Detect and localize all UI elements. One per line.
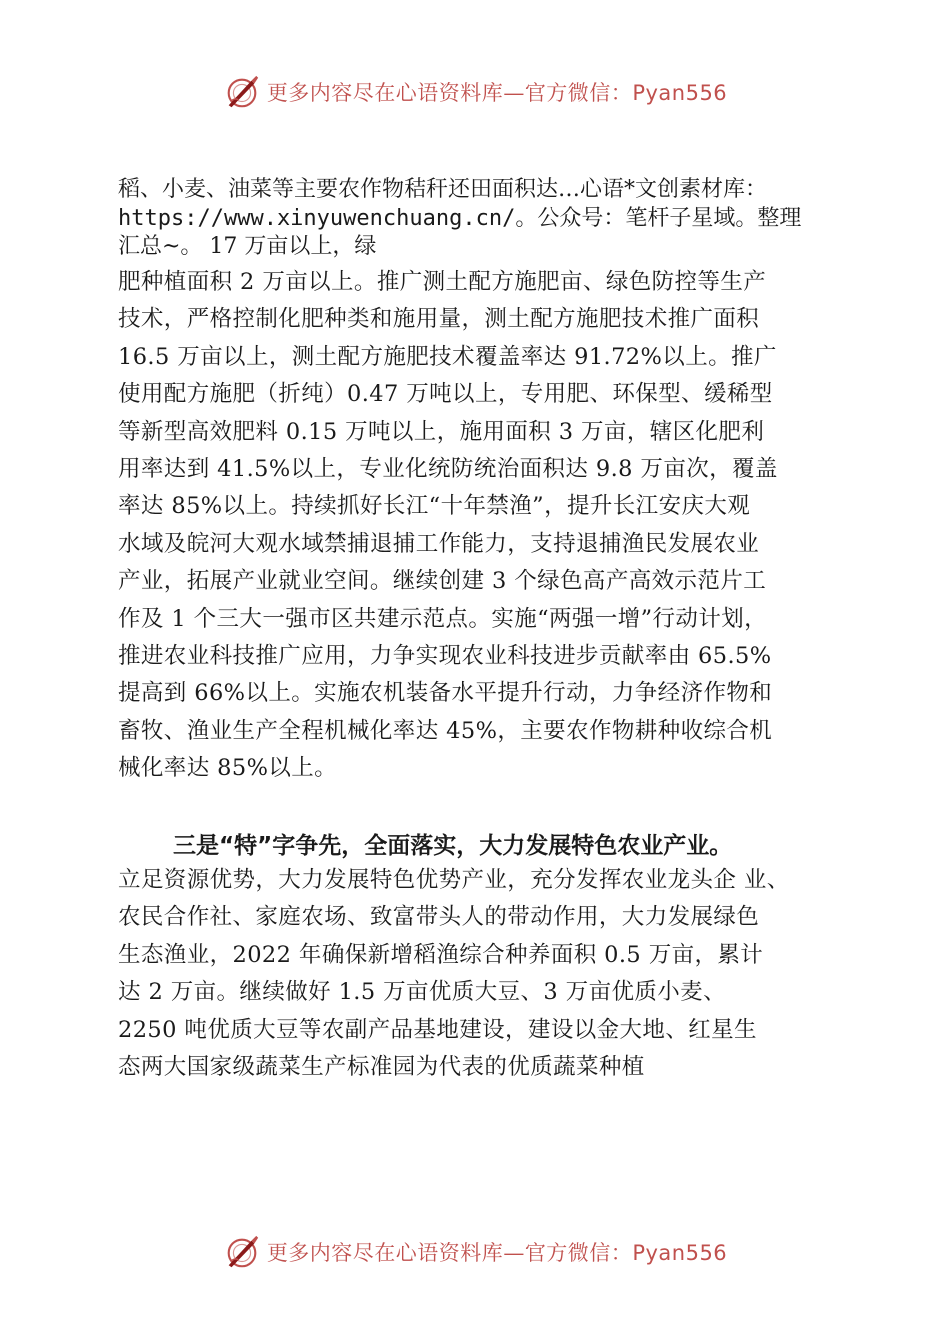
banner-main: 更多内容尽在心语资料库 (266, 81, 504, 105)
paragraph-line: 立足资源优势，大力发展特色优势产业，充分发挥农业龙头企 业、 (118, 867, 790, 893)
paragraph-line: 率达 85%以上。持续抓好长江“十年禁渔”，提升长江安庆大观 (118, 493, 751, 520)
paragraph-line: 达 2 万亩。继续做好 1.5 万亩优质大豆、3 万亩优质小麦、 (118, 979, 726, 1006)
intro-line-3: 汇总~。 17 万亩以上，绿 (118, 234, 377, 259)
banner-separator: — (503, 1241, 525, 1265)
paragraph-1 (118, 264, 918, 788)
banner-text (267, 1237, 727, 1267)
intro-line-2: https://www.xinyuwenchuang.cn/。公众号：笔杆子星域。整理 (118, 206, 802, 231)
brush-logo-icon (223, 73, 261, 111)
paragraph-line: 产业，拓展产业就业空间。继续创建 3 个绿色高产高效示范片工 (118, 568, 767, 595)
banner-text (267, 77, 727, 107)
paragraph-line: 2250 吨优质大豆等农副产品基地建设，建设以金大地、红星生 (118, 1016, 757, 1043)
section-heading: 三是“特”字争先，全面落实，大力发展特色农业产业。 (173, 833, 733, 859)
banner-suffix: 官方微信： (524, 1241, 633, 1265)
banner-separator: — (503, 81, 525, 105)
paragraph-line: 农民合作社、家庭农场、致富带头人的带动作用，大力发展绿色 (118, 904, 760, 931)
footer-banner (0, 1232, 950, 1272)
paragraph-line: 水域及皖河大观水域禁捕退捕工作能力，支持退捕渔民发展农业 (118, 530, 760, 557)
paragraph-line: 作及 1 个三大一强市区共建示范点。实施“两强一增”行动计划， (118, 605, 768, 632)
paragraph-line: 态两大国家级蔬菜生产标准园为代表的优质蔬菜种植 (118, 1054, 645, 1081)
intro-line-1: 稻、小麦、油菜等主要农作物秸秆还田面积达…心语*文创素材库： (118, 177, 768, 202)
paragraph-line: 用率达到 41.5%以上，专业化统防统治面积达 9.8 万亩次，覆盖 (118, 456, 778, 483)
banner-wechat-id: Pyan556 (632, 1241, 728, 1265)
banner-suffix: 官方微信： (524, 81, 633, 105)
header-banner (0, 72, 950, 112)
paragraph-line: 等新型高效肥料 0.15 万吨以上，施用面积 3 万亩，辖区化肥利 (118, 418, 765, 445)
banner-main: 更多内容尽在心语资料库 (266, 1241, 504, 1265)
paragraph-line: 推进农业科技推广应用，力争实现农业科技进步贡献率由 65.5% (118, 643, 772, 670)
brush-logo-icon (223, 1233, 261, 1271)
paragraph-line: 肥种植面积 2 万亩以上。推广测土配方施肥亩、绿色防控等生产 (118, 269, 767, 295)
paragraph-line: 16.5 万亩以上，测土配方施肥技术覆盖率达 91.72%以上。推广 (118, 343, 777, 370)
paragraph-line: 畜牧、渔业生产全程机械化率达 45%，主要农作物耕种收综合机 (118, 717, 773, 744)
banner-wechat-id: Pyan556 (632, 81, 728, 105)
paragraph-line: 械化率达 85%以上。 (118, 755, 338, 782)
paragraph-line: 提高到 66%以上。实施农机装备水平提升行动，力争经济作物和 (118, 680, 773, 707)
paragraph-line: 生态渔业，2022 年确保新增稻渔综合种养面积 0.5 万亩，累计 (118, 941, 764, 968)
paragraph-2 (118, 862, 918, 1086)
paragraph-line: 技术，严格控制化肥种类和施用量，测土配方施肥技术推广面积 (118, 306, 760, 333)
paragraph-line: 使用配方施肥（折纯）0.47 万吨以上，专用肥、环保型、缓稀型 (118, 381, 773, 408)
